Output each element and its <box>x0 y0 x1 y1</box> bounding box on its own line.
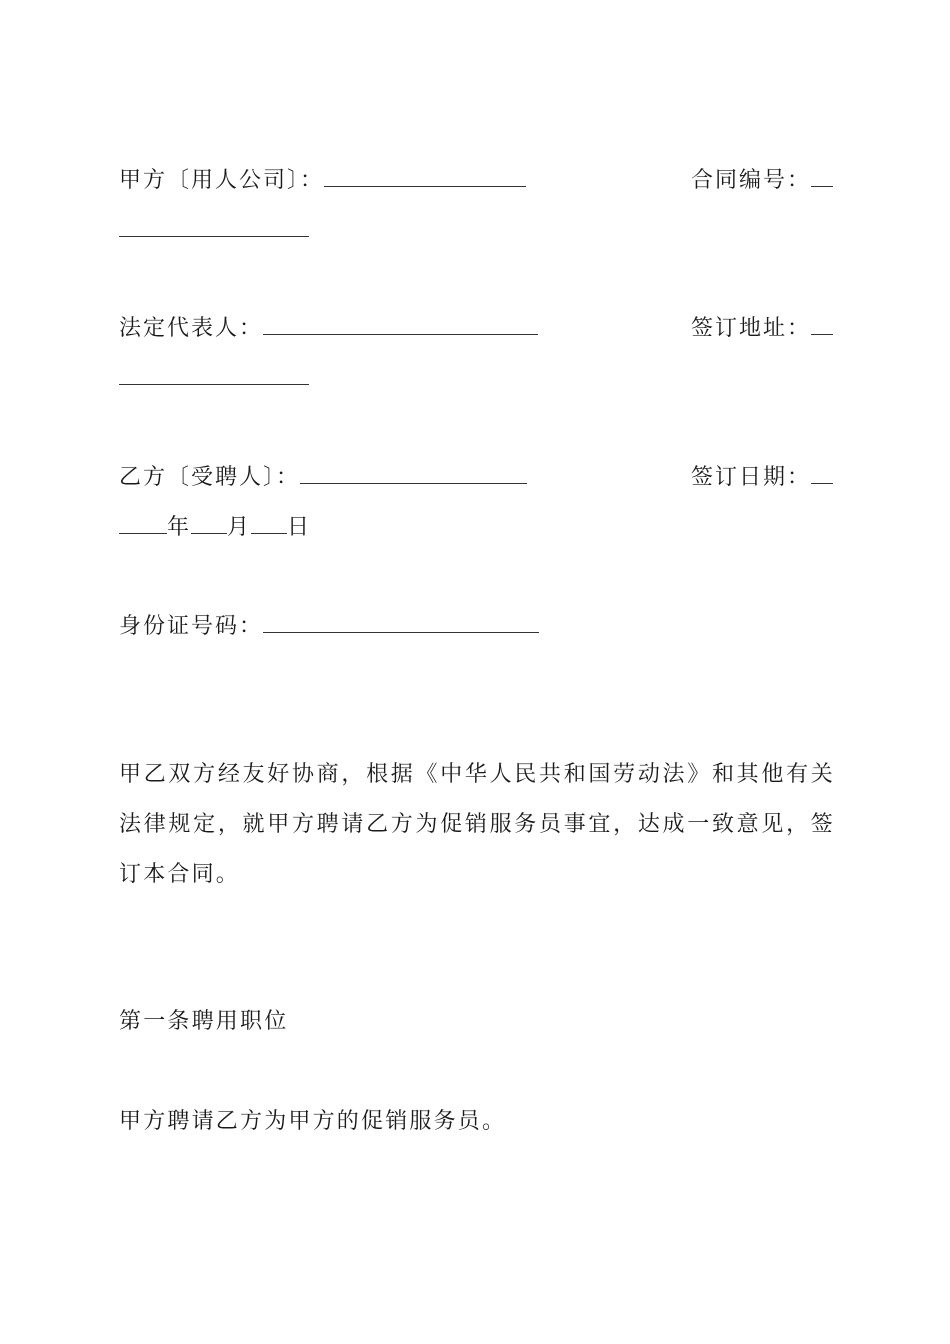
sign-date-continued <box>119 503 311 550</box>
contract-no-label: 合同编号： <box>690 168 811 193</box>
sign-place-blank[interactable] <box>811 304 833 335</box>
party-b-row <box>119 453 833 497</box>
party-a-label: 甲方〔用人公司〕： <box>119 168 325 193</box>
party-a-blank[interactable] <box>324 156 526 187</box>
year-label: 年 <box>167 515 192 540</box>
day-blank[interactable] <box>251 503 287 534</box>
party-a-field <box>119 156 526 203</box>
id-blank[interactable] <box>263 602 539 633</box>
article-1-title: 第一条聘用职位 <box>119 1009 289 1034</box>
contract-no-blank[interactable] <box>811 156 833 187</box>
sign-place-blank-continued[interactable] <box>119 354 309 385</box>
intro-paragraph: 甲乙双方经友好协商，根据《中华人民共和国劳动法》和其他有关法律规定，就甲方聘请乙方为促销服务员事宜，达成一致意见，签订本合同。 <box>119 762 835 887</box>
day-label: 日 <box>287 515 312 540</box>
id-label: 身份证号码： <box>119 614 264 639</box>
year-blank[interactable] <box>119 503 167 534</box>
legal-rep-field <box>119 304 538 351</box>
month-label: 月 <box>227 515 252 540</box>
sign-date-label: 签订日期： <box>690 465 811 490</box>
id-field <box>119 602 539 649</box>
id-row <box>119 602 833 646</box>
party-b-blank[interactable] <box>300 453 527 484</box>
sign-date-blank[interactable] <box>811 453 833 484</box>
sign-place-field <box>691 304 833 351</box>
contract-no-field <box>691 156 833 203</box>
sign-place-label: 签订地址： <box>690 316 811 341</box>
party-b-field <box>119 453 527 500</box>
month-blank[interactable] <box>191 503 227 534</box>
party-b-label: 乙方〔受聘人〕： <box>119 465 301 490</box>
contract-no-blank-continued[interactable] <box>119 206 309 237</box>
article-1-text: 甲方聘请乙方为甲方的促销服务员。 <box>119 1109 507 1134</box>
sign-date-field <box>691 453 833 500</box>
legal-rep-blank[interactable] <box>263 304 538 335</box>
party-a-row <box>119 156 833 200</box>
legal-rep-row <box>119 304 833 348</box>
legal-rep-label: 法定代表人： <box>119 316 264 341</box>
